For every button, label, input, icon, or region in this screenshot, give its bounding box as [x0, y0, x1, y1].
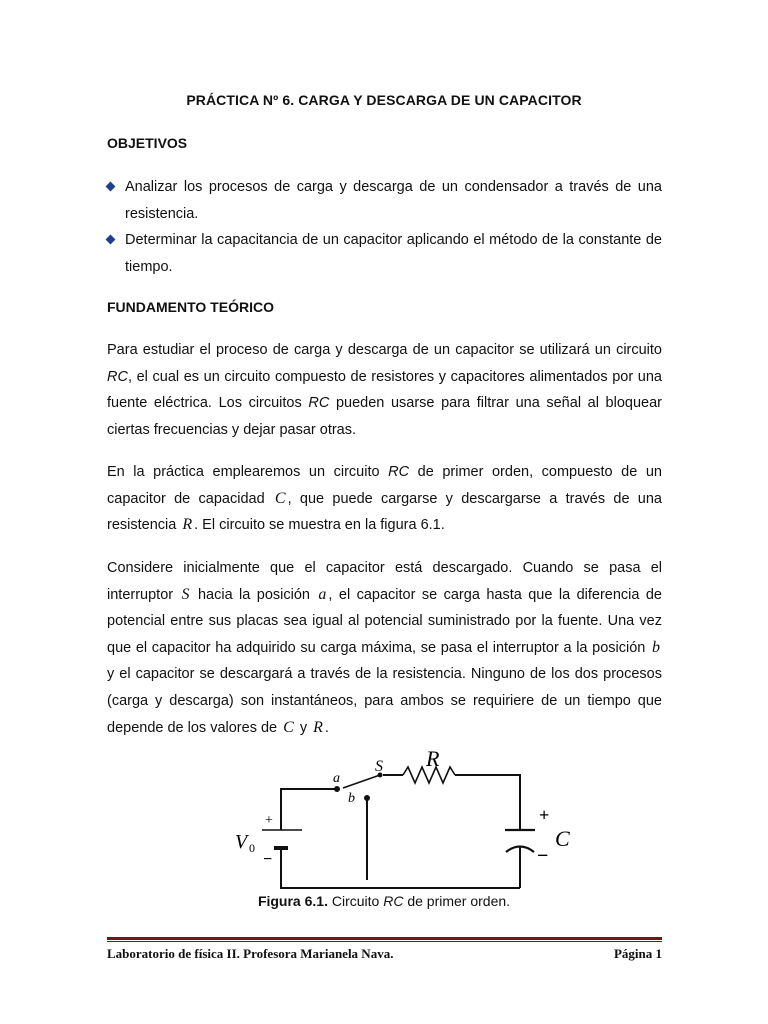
label-plus-left: + [265, 813, 273, 828]
text-span: En la práctica emplearemos un circuito [107, 464, 389, 480]
caption-label: Figura 6.1. [257, 893, 328, 909]
text-span: . [324, 719, 329, 736]
label-minus-left: − [263, 851, 273, 868]
caption-text: Circuito [327, 893, 384, 909]
label-a: a [333, 771, 340, 786]
label-b: b [348, 791, 355, 806]
list-item-text: Determinar la capacitancia de un capacitor aplicando el método de la constante de tiempo. [125, 232, 662, 275]
text-span: pueden usarse para filtrar una señal al bloquear ciertas frecuencias y dejar pasar otras. [107, 395, 662, 438]
label-minus-right: − [537, 845, 549, 867]
caption-rc: RC [383, 893, 404, 909]
page-title: PRÁCTICA Nº 6. CARGA Y DESCARGA DE UN CAPACITOR [186, 92, 582, 108]
wire-bottom [281, 880, 520, 888]
switch-blade [343, 775, 380, 788]
list-item-text: Analizar los procesos de carga y descarga de un condensador a través de una resistencia. [125, 179, 662, 222]
text-span: de primer orden, compuesto de un capacitor de capacidad [107, 464, 662, 507]
page-number: Página 1 [613, 946, 662, 961]
rc-term: RC [308, 395, 330, 412]
objetivos-heading: OBJETIVOS [107, 135, 188, 151]
symbol-c: C [283, 718, 294, 736]
rc-circuit-diagram [225, 742, 585, 892]
paragraph-1 [107, 337, 662, 443]
text-span: Para estudiar el proceso de carga y descarga de un capacitor se utilizará un circuito [107, 342, 662, 358]
figure-caption [0, 893, 768, 909]
label-v0-subscript: 0 [249, 841, 255, 855]
text-span: , el capacitor se carga hasta que la diferencia de potencial entre sus placas sea igual al potencial suministrado por la fuente. Una vez que el capacitor ha adquirido su carga máxima, se pasa el interruptor a la posición [107, 586, 662, 656]
label-v0: V [235, 831, 248, 853]
symbol-c: C [274, 489, 286, 507]
text-span: hacia la posición [191, 586, 317, 603]
paragraph-3 [107, 555, 662, 741]
symbol-b: b [652, 638, 660, 656]
terminal-a [334, 786, 340, 792]
rc-term: RC [388, 464, 410, 480]
footer-divider-thick [107, 937, 662, 940]
list-item [107, 227, 662, 280]
footer-divider-thin [107, 941, 662, 942]
symbol-r: R [182, 516, 193, 534]
diamond-bullet-icon [106, 182, 116, 192]
symbol-a: a [318, 585, 327, 603]
list-item [107, 174, 662, 227]
paragraph-2 [107, 459, 662, 539]
label-c: C [555, 826, 570, 851]
symbol-r: R [313, 718, 323, 736]
fundamento-heading: FUNDAMENTO TEÓRICO [107, 299, 274, 315]
symbol-s: S [181, 585, 190, 603]
text-span: y el capacitor se descargará a través de la resistencia. Ninguno de los dos procesos (carga y descarga) son instantáneos, para ambos se requiriere de un tiempo que depende de los valores de [107, 666, 662, 736]
text-span: , que puede cargarse y descargarse a través de una resistencia [107, 490, 662, 534]
text-span: . El circuito se muestra en la figura 6.1. [194, 517, 445, 534]
objetivos-list [107, 174, 662, 280]
label-plus-right: + [539, 805, 550, 825]
wire-left-top [281, 789, 337, 830]
label-s: S [375, 758, 383, 775]
wire-right-top [473, 775, 520, 830]
text-span: Considere inicialmente que el capacitor está descargado. Cuando se pasa el interruptor [107, 560, 662, 603]
caption-text: de primer orden. [403, 893, 511, 909]
rc-term: RC [107, 368, 128, 385]
diamond-bullet-icon [106, 235, 116, 245]
footer-lab-credit: Laboratorio de física II. Profesora Marianela Nava. [107, 946, 394, 961]
text-span: , el cual es un circuito compuesto de resistores y capacitores alimentados por una fuente eléctrica. Los circuitos [107, 368, 662, 412]
text-span: y [295, 719, 312, 736]
label-r: R [426, 746, 440, 771]
